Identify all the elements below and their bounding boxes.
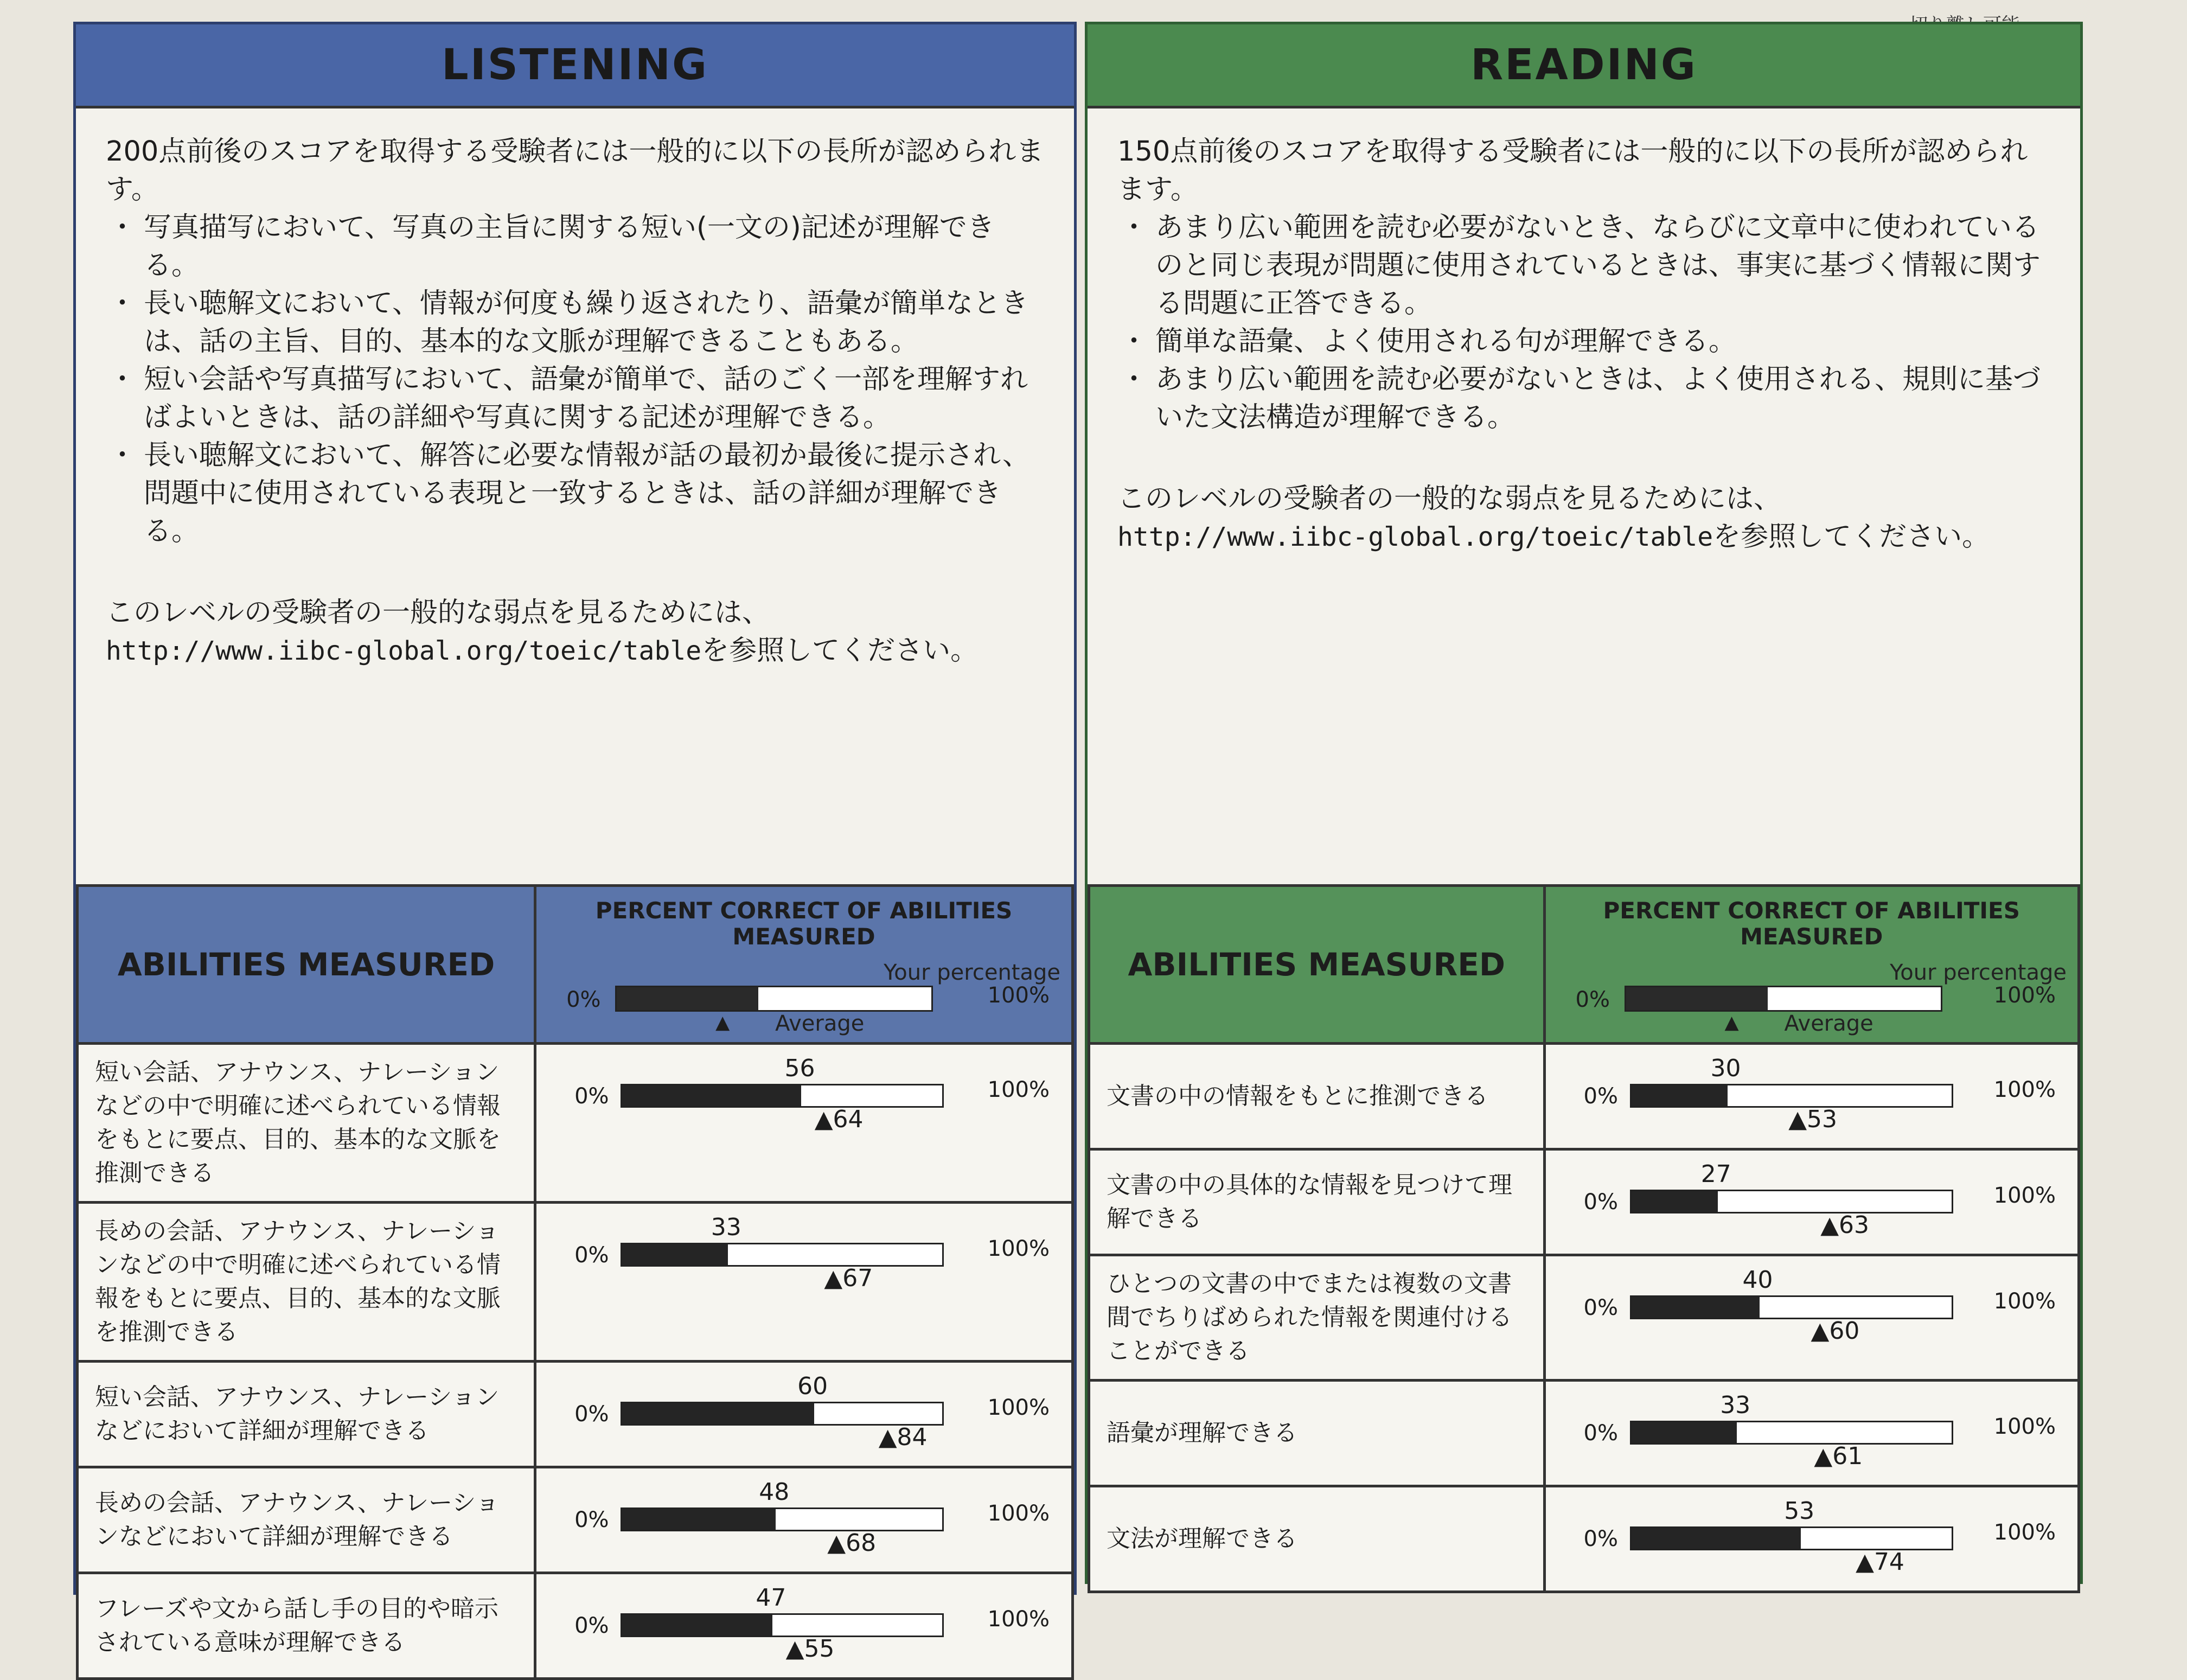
list-item: ・ 短い会話や写真描写において、語彙が簡単で、話のごく一部を理解すればよいときは、話の詳細や写真に関する記述が理解できる。 — [122, 361, 1044, 437]
table-row — [1089, 1381, 2079, 1486]
hundred-label: 100% — [1993, 1289, 2056, 1314]
ability-label: 語彙が理解できる — [1089, 1381, 1545, 1486]
score-bar-fill — [1632, 1085, 1728, 1106]
list-item: ・ あまり広い範囲を読む必要がないとき、ならびに文章中に使われているのと同じ表現が問題に使用されているときは、事実に基づく情報に関する問題に正答できる。 — [1134, 209, 2050, 323]
your-percentage-value: 40 — [1742, 1266, 1773, 1294]
ability-score-cell — [1544, 1255, 2079, 1381]
average-number: 55 — [804, 1635, 835, 1663]
your-percentage-value: 30 — [1710, 1055, 1741, 1082]
abilities-header: ABILITIES MEASURED — [1089, 886, 1545, 1044]
average-marker-icon: ▲ — [1788, 1106, 1807, 1133]
average-value — [1856, 1548, 1904, 1576]
listening-title: LISTENING — [76, 24, 1074, 108]
listening-abilities-table — [76, 884, 1074, 1680]
legend-bar — [615, 986, 933, 1012]
ability-score-cell — [1544, 1381, 2079, 1486]
bar-legend — [1546, 950, 2078, 1042]
zero-label: 0% — [1583, 1295, 1618, 1320]
legend-bar-fill — [1626, 987, 1768, 1010]
list-item: ・ 長い聴解文において、情報が何度も繰り返されたり、語彙が簡単なときは、話の主旨、目的、基本的な文脈が理解できることもある。 — [122, 285, 1044, 361]
legend-bar — [1625, 986, 1942, 1012]
your-percentage-value: 60 — [797, 1372, 828, 1400]
hundred-label: 100% — [1993, 1520, 2056, 1545]
bar-legend — [536, 950, 1071, 1042]
average-marker-icon: ▲ — [1820, 1211, 1839, 1239]
your-percentage-value: 56 — [784, 1055, 815, 1082]
ability-label: 文書の中の具体的な情報を見つけて理解できる — [1089, 1149, 1545, 1255]
listening-section — [73, 22, 1077, 1663]
zero-label: 0% — [574, 1243, 609, 1268]
hundred-label: 100% — [1993, 1414, 2056, 1439]
reading-description — [1088, 108, 2080, 884]
average-marker-icon: ▲ — [785, 1635, 804, 1663]
average-value — [815, 1106, 864, 1133]
reading-section — [1085, 22, 2083, 1584]
legend-your-label: Your percentage — [1890, 960, 2067, 985]
score-bar-fill — [1632, 1191, 1718, 1212]
score-bar — [621, 1507, 944, 1531]
legend-hundred-label: 100% — [987, 983, 1050, 1008]
listening-strengths-list — [106, 209, 1044, 551]
average-value — [1820, 1211, 1869, 1239]
hundred-label: 100% — [1993, 1183, 2056, 1208]
list-item: ・ 簡単な語彙、よく使用される句が理解できる。 — [1134, 323, 2050, 361]
average-number: 68 — [846, 1529, 877, 1557]
percent-header — [1544, 886, 2079, 1044]
zero-label: 0% — [1583, 1526, 1618, 1551]
average-value — [879, 1423, 928, 1451]
ability-score-cell — [1544, 1044, 2079, 1149]
reading-weakness-note — [1117, 480, 2050, 556]
zero-label: 0% — [1583, 1084, 1618, 1109]
listening-intro: 200点前後のスコアを取得する受験者には一般的に以下の長所が認められます。 — [106, 136, 1044, 206]
average-number: 74 — [1873, 1548, 1904, 1576]
average-number: 60 — [1829, 1317, 1860, 1345]
average-marker-icon: ▲ — [824, 1264, 843, 1292]
score-bar — [621, 1243, 944, 1267]
hundred-label: 100% — [987, 1077, 1050, 1102]
list-item: ・ 写真描写において、写真の主旨に関する短い(一文の)記述が理解できる。 — [122, 209, 1044, 285]
list-item: ・ 長い聴解文において、解答に必要な情報が話の最初か最後に提示され、問題中に使用されている表現と一致するときは、話の詳細が理解できる。 — [122, 437, 1044, 551]
table-row — [1089, 1255, 2079, 1381]
percent-header-title: PERCENT CORRECT OF ABILITIES MEASURED — [1603, 897, 2020, 950]
ability-score-cell — [535, 1467, 1073, 1573]
percent-header-title: PERCENT CORRECT OF ABILITIES MEASURED — [595, 897, 1013, 950]
your-percentage-value: 48 — [759, 1478, 790, 1506]
ability-label: 文法が理解できる — [1089, 1486, 1545, 1592]
average-marker-icon: ▲ — [1724, 1012, 1739, 1033]
note-text: このレベルの受験者の一般的な弱点を見るためには、 — [106, 597, 770, 629]
reading-title: READING — [1088, 24, 2080, 108]
zero-label: 0% — [574, 1402, 609, 1427]
score-bar — [1630, 1084, 1953, 1108]
hundred-label: 100% — [987, 1501, 1050, 1526]
score-bar — [1630, 1295, 1953, 1319]
table-row — [78, 1203, 1073, 1362]
table-row — [78, 1573, 1073, 1679]
note-url-link[interactable]: http://www.iibc-global.org/toeic/table — [1117, 522, 1713, 552]
average-number: 84 — [897, 1423, 928, 1451]
average-number: 67 — [842, 1264, 873, 1292]
list-item: ・ あまり広い範囲を読む必要がないときは、よく使用される、規則に基づいた文法構造が理解できる。 — [1134, 361, 2050, 437]
score-bar — [1630, 1421, 1953, 1445]
average-marker-icon: ▲ — [1811, 1317, 1830, 1345]
your-percentage-value: 33 — [1720, 1391, 1751, 1419]
zero-label: 0% — [574, 1613, 609, 1638]
legend-average-label: Average — [1784, 1011, 1873, 1036]
score-bar-fill — [622, 1615, 772, 1636]
average-number: 61 — [1832, 1442, 1863, 1470]
ability-label: 長めの会話、アナウンス、ナレーションなどにおいて詳細が理解できる — [78, 1467, 535, 1573]
average-marker-icon: ▲ — [1814, 1442, 1833, 1470]
score-bar — [621, 1402, 944, 1426]
your-percentage-value: 47 — [756, 1584, 786, 1612]
score-bar-fill — [1632, 1422, 1737, 1443]
hundred-label: 100% — [987, 1395, 1050, 1420]
your-percentage-value: 27 — [1700, 1160, 1731, 1188]
legend-your-label: Your percentage — [884, 960, 1060, 985]
reading-intro: 150点前後のスコアを取得する受験者には一般的に以下の長所が認められます。 — [1117, 136, 2028, 206]
ability-score-cell — [535, 1362, 1073, 1467]
average-number: 64 — [833, 1106, 864, 1133]
ability-score-cell — [535, 1044, 1073, 1203]
hundred-label: 100% — [987, 1607, 1050, 1632]
ability-score-cell — [1544, 1149, 2079, 1255]
note-text: このレベルの受験者の一般的な弱点を見るためには、 — [1117, 483, 1782, 515]
ability-label: 短い会話、アナウンス、ナレーションなどの中で明確に述べられている情報をもとに要点、目的、基本的な文脈を推測できる — [78, 1044, 535, 1203]
table-row — [78, 1362, 1073, 1467]
legend-average-label: Average — [775, 1011, 865, 1036]
legend-zero-label: 0% — [1575, 987, 1610, 1012]
legend-bar-fill — [617, 987, 758, 1010]
abilities-header: ABILITIES MEASURED — [78, 886, 535, 1044]
average-number: 63 — [1839, 1211, 1870, 1239]
ability-score-cell — [535, 1203, 1073, 1362]
table-row — [78, 1467, 1073, 1573]
table-row — [1089, 1044, 2079, 1149]
table-row — [78, 1044, 1073, 1203]
ability-score-cell — [1544, 1486, 2079, 1592]
average-value — [824, 1264, 873, 1292]
zero-label: 0% — [574, 1084, 609, 1109]
ability-label: 短い会話、アナウンス、ナレーションなどにおいて詳細が理解できる — [78, 1362, 535, 1467]
score-bar-fill — [1632, 1528, 1801, 1549]
ability-label: ひとつの文書の中でまたは複数の文書間でちりばめられた情報を関連付けることができる — [1089, 1255, 1545, 1381]
score-bar — [1630, 1190, 1953, 1213]
score-bar-fill — [622, 1085, 801, 1106]
score-bar-fill — [622, 1244, 728, 1265]
zero-label: 0% — [1583, 1421, 1618, 1446]
score-bar-fill — [622, 1509, 776, 1530]
table-row — [1089, 1486, 2079, 1592]
score-bar — [621, 1613, 944, 1637]
zero-label: 0% — [1583, 1190, 1618, 1215]
note-suffix: を参照してください。 — [1713, 521, 1990, 553]
average-marker-icon: ▲ — [1856, 1548, 1874, 1576]
average-value — [1788, 1106, 1837, 1133]
legend-hundred-label: 100% — [1993, 983, 2056, 1008]
listening-description — [76, 108, 1074, 884]
score-bar — [621, 1084, 944, 1108]
average-marker-icon: ▲ — [878, 1423, 897, 1451]
ability-score-cell — [535, 1573, 1073, 1679]
ability-label: 文書の中の情報をもとに推測できる — [1089, 1044, 1545, 1149]
ability-label: フレーズや文から話し手の目的や暗示されている意味が理解できる — [78, 1573, 535, 1679]
average-marker-icon: ▲ — [814, 1106, 833, 1133]
average-value — [827, 1529, 876, 1557]
average-value — [786, 1635, 835, 1663]
average-number: 53 — [1807, 1106, 1838, 1133]
average-value — [1814, 1442, 1863, 1470]
your-percentage-value: 53 — [1784, 1497, 1815, 1525]
reading-strengths-list — [1117, 209, 2050, 437]
zero-label: 0% — [574, 1507, 609, 1532]
note-url-link[interactable]: http://www.iibc-global.org/toeic/table — [106, 636, 702, 666]
legend-zero-label: 0% — [566, 987, 601, 1012]
note-suffix: を参照してください。 — [701, 635, 979, 667]
score-bar — [1630, 1526, 1953, 1550]
average-marker-icon: ▲ — [715, 1012, 730, 1033]
table-row — [1089, 1149, 2079, 1255]
hundred-label: 100% — [1993, 1077, 2056, 1102]
ability-label: 長めの会話、アナウンス、ナレーションなどの中で明確に述べられている情報をもとに要点、目的、基本的な文脈を推測できる — [78, 1203, 535, 1362]
score-bar-fill — [622, 1403, 814, 1424]
listening-weakness-note — [106, 594, 1044, 670]
score-bar-fill — [1632, 1297, 1760, 1318]
your-percentage-value: 33 — [711, 1213, 741, 1241]
percent-header — [535, 886, 1073, 1044]
reading-abilities-table — [1088, 884, 2080, 1593]
average-value — [1811, 1317, 1860, 1345]
hundred-label: 100% — [987, 1236, 1050, 1261]
average-marker-icon: ▲ — [827, 1529, 846, 1557]
